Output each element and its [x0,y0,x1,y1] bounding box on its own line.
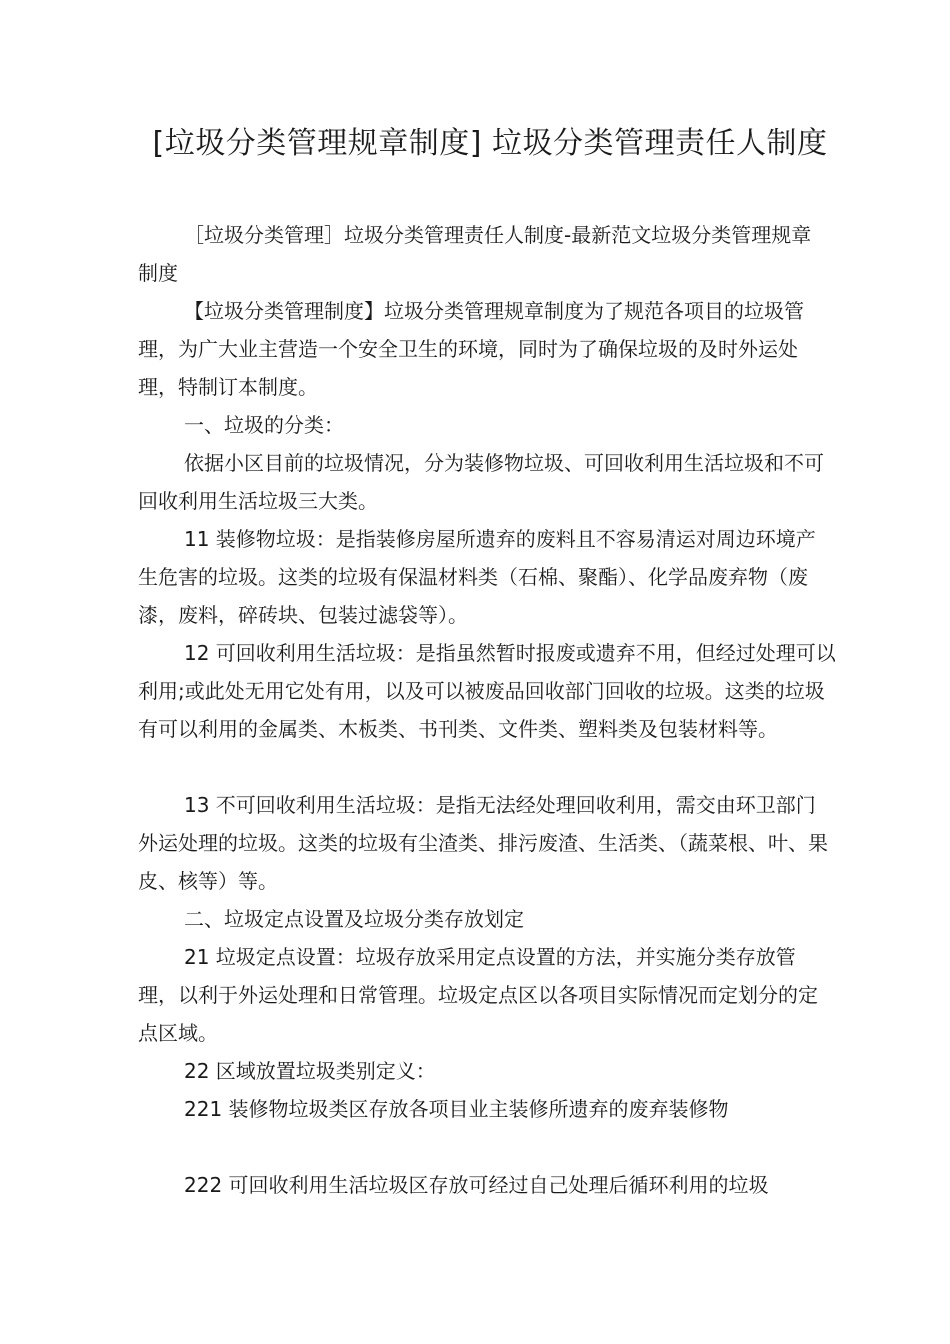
paragraph-13: 13 不可回收利用生活垃圾：是指无法经处理回收利用，需交由环卫部门外运处理的垃圾。这类的垃圾有尘渣类、排污废渣、生活类、（蔬菜根、叶、果皮、核等）等。 [138,793,828,893]
paragraph-222: 222 可回收利用生活垃圾区存放可经过自己处理后循环利用的垃圾 [184,1173,769,1197]
paragraph-subtitle: ［垃圾分类管理］垃圾分类管理责任人制度-最新范文垃圾分类管理规章制度 [138,223,812,285]
paragraph-intro: 【垃圾分类管理制度】垃圾分类管理规章制度为了规范各项目的垃圾管理，为广大业主营造一个安全卫生的环境，同时为了确保垃圾的及时外运处理，特制订本制度。 [138,299,804,399]
paragraph-12: 12 可回收利用生活垃圾：是指虽然暂时报废或遗弃不用，但经过处理可以利用;或此处无用它处有用，以及可以被废品回收部门回收的垃圾。这类的垃圾有可以利用的金属类、木板类、书刊类、文件类、塑料类及包装材料等。 [138,641,836,741]
document-title: [垃圾分类管理规章制度] 垃圾分类管理责任人制度 [152,126,828,161]
heading-section-1: 一、垃圾的分类： [184,413,344,437]
paragraph-221: 221 装修物垃圾类区存放各项目业主装修所遗弃的废弃装修物 [184,1097,729,1121]
paragraph-11: 11 装修物垃圾：是指装修房屋所遗弃的废料且不容易清运对周边环境产生危害的垃圾。这类的垃圾有保温材料类（石棉、聚酯）、化学品废弃物（废漆，废料，碎砖块、包装过滤袋等）。 [138,527,816,627]
paragraph-22: 22 区域放置垃圾类别定义： [184,1059,436,1083]
heading-section-2: 二、垃圾定点设置及垃圾分类存放划定 [184,907,524,931]
paragraph-21: 21 垃圾定点设置：垃圾存放采用定点设置的方法，并实施分类存放管理，以利于外运处理和日常管理。垃圾定点区以各项目实际情况而定划分的定点区域。 [138,945,818,1045]
paragraph-categories: 依据小区目前的垃圾情况，分为装修物垃圾、可回收利用生活垃圾和不可回收利用生活垃圾三大类。 [138,451,824,513]
